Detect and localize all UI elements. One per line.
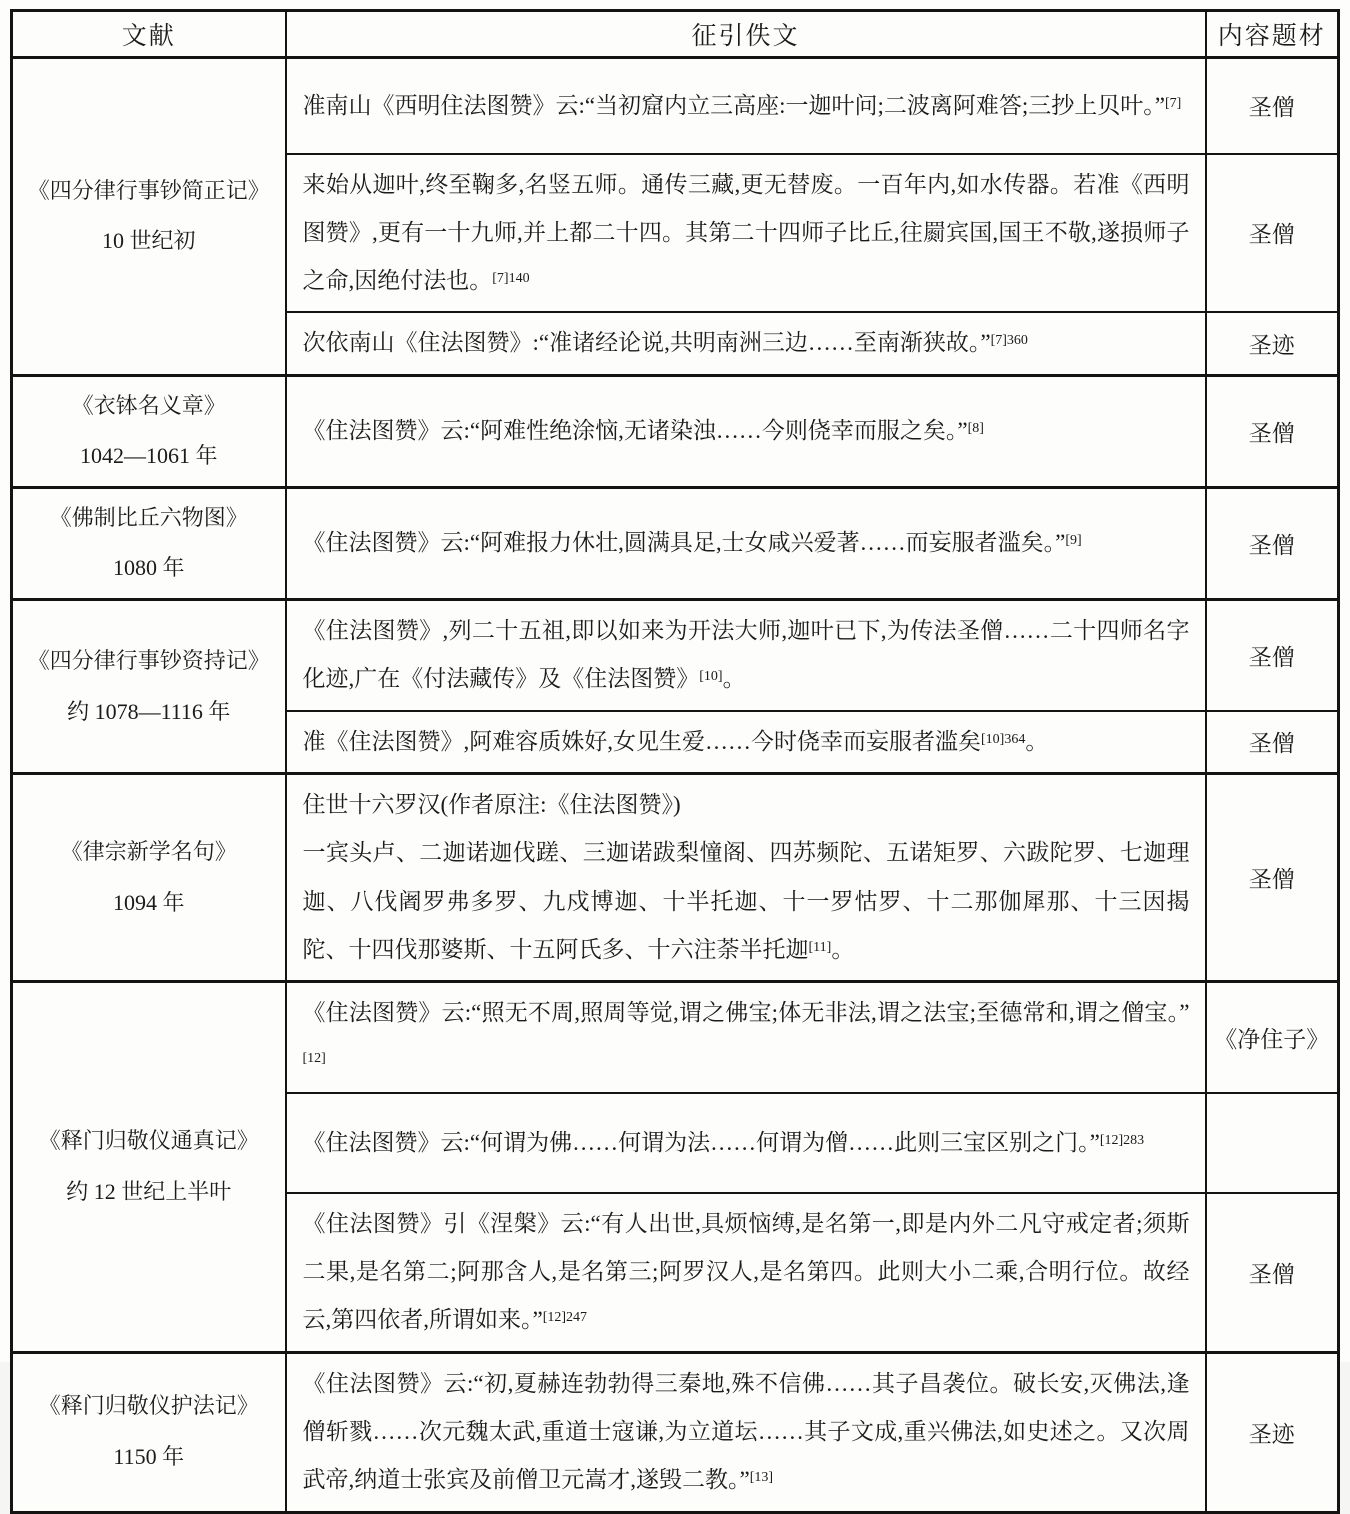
footnote-ref: [9] — [1065, 533, 1082, 549]
table-row — [12, 487, 1339, 599]
footnote-ref: [8] — [967, 421, 984, 437]
citation-cell: 《住法图赞》云:“何谓为佛……何谓为法……何谓为僧……此则三宝区别之门。”$^{[12]283}$ — [286, 1093, 1206, 1193]
header-citation: 征引佚文 — [286, 11, 1206, 58]
theme-cell: 圣僧 — [1206, 773, 1339, 981]
theme-cell: 圣迹 — [1206, 1352, 1339, 1512]
footnote-ref: [13] — [749, 1470, 774, 1486]
footnote-ref: [11] — [808, 939, 832, 955]
doc-title: 《衣钵名义章》 — [71, 392, 226, 418]
doc-date: 10 世纪初 — [101, 228, 196, 254]
theme-cell: 圣僧 — [1206, 711, 1339, 774]
footnote-ref: [7]140 — [492, 271, 530, 287]
header-row — [12, 11, 1339, 58]
footnote-ref: [12]247 — [542, 1310, 588, 1326]
table-row — [12, 58, 1339, 154]
doc-cell — [12, 1352, 286, 1512]
theme-cell: 圣僧 — [1206, 58, 1339, 154]
citation-table — [10, 9, 1340, 1514]
table-row — [12, 600, 1339, 711]
footnote-ref: [7]360 — [990, 333, 1028, 349]
citation-cell: 次依南山《住法图赞》:“准诸经论说,共明南洲三边……至南渐狭故。”$^{[7]360}$ — [286, 312, 1206, 375]
citation-cell: 《住法图赞》云:“阿难性绝涂恼,无诸染浊……今则侥幸而服之矣。”[8] — [286, 375, 1206, 487]
table-row — [12, 1352, 1339, 1512]
doc-title: 《律宗新学名句》 — [60, 838, 237, 864]
citation-cell: 《住法图赞》,列二十五祖,即以如来为开法大师,迦叶已下,为传法圣僧……二十四师名字化迹,广在《付法藏传》及《住法图赞》[10]。 — [286, 600, 1206, 711]
doc-cell — [12, 375, 286, 487]
doc-title: 《释门归敬仪通真记》 — [38, 1128, 259, 1154]
citation-cell: 准《住法图赞》,阿难容质姝好,女见生爱……今时侥幸而妄服者滥矣$^{[10]364}$。 — [286, 711, 1206, 774]
doc-date: 1094 年 — [112, 889, 185, 915]
theme-cell: 《净住子》 — [1206, 982, 1339, 1093]
theme-cell: 圣僧 — [1206, 487, 1339, 599]
doc-cell — [12, 600, 286, 774]
citation-cell: 住世十六罗汉(作者原注:《住法图赞》) 一宾头卢、二迦诺迦伐蹉、三迦诺跋梨憧阁、四苏频陀、五诺矩罗、六跋陀罗、七迦理迦、八伐阇罗弗多罗、九戍博迦、十半托迦、十一罗怙罗、十二那伽犀那、十三因揭陀、十四伐那婆斯、十五阿氏多、十六注荼半托迦[11]。 — [286, 773, 1206, 981]
doc-cell — [12, 982, 286, 1352]
theme-cell: 圣僧 — [1206, 154, 1339, 313]
theme-cell: 圣僧 — [1206, 1193, 1339, 1352]
doc-date: 约 1078—1116 年 — [67, 698, 231, 724]
doc-title: 《释门归敬仪护法记》 — [38, 1393, 259, 1419]
doc-cell — [12, 773, 286, 981]
doc-title: 《四分律行事钞简正记》 — [27, 177, 270, 203]
citation-cell: 来始从迦叶,终至鞠多,名竖五师。通传三藏,更无替废。一百年内,如水传器。若准《西明图赞》,更有一十九师,并上都二十四。其第二十四师子比丘,往罽宾国,国王不敬,遂损师子之命,因绝付法也。$^{[7]140}$ — [286, 154, 1206, 313]
table-row — [12, 982, 1339, 1093]
footnote-ref: [7] — [1164, 95, 1182, 111]
header-literature: 文献 — [12, 11, 286, 58]
doc-cell — [12, 487, 286, 599]
doc-date: 1150 年 — [113, 1444, 185, 1470]
citation-cell: 准南山《西明住法图赞》云:“当初窟内立三高座:一迦叶问;二波离阿难答;三抄上贝叶。”[7] — [286, 58, 1206, 154]
doc-title: 《佛制比丘六物图》 — [49, 504, 248, 530]
table-row — [12, 375, 1339, 487]
citation-cell: 《住法图赞》云:“初,夏赫连勃勃得三秦地,殊不信佛……其子昌袭位。破长安,灭佛法,逢僧斩戮……次元魏太武,重道士寇谦,为立道坛……其子文成,重兴佛法,如史述之。又次周武帝,纳道士张宾及前僧卫元嵩才,遂毁二教。”[13] — [286, 1352, 1206, 1512]
citation-cell: 《住法图赞》云:“照无不周,照周等觉,谓之佛宝;体无非法,谓之法宝;至德常和,谓之僧宝。”[12] — [286, 982, 1206, 1093]
citation-cell: 《住法图赞》云:“阿难报力休壮,圆满具足,士女咸兴爱著……而妄服者滥矣。”[9] — [286, 487, 1206, 599]
doc-title: 《四分律行事钞资持记》 — [27, 647, 270, 673]
footnote-ref: [10] — [699, 669, 723, 685]
doc-date: 1042—1061 年 — [79, 443, 218, 469]
theme-cell: 圣迹 — [1206, 312, 1339, 375]
doc-date: 约 12 世纪上半叶 — [66, 1178, 232, 1204]
footnote-ref: [10]364 — [981, 731, 1026, 747]
theme-cell: 圣僧 — [1206, 375, 1339, 487]
doc-date: 1080 年 — [112, 555, 185, 581]
footnote-ref: [12]283 — [1099, 1132, 1145, 1148]
theme-cell: 圣僧 — [1206, 600, 1339, 711]
table-row — [12, 773, 1339, 981]
doc-cell — [12, 58, 286, 376]
citation-cell: 《住法图赞》引《涅槃》云:“有人出世,具烦恼缚,是名第一,即是内外二凡守戒定者;须斯二果,是名第二;阿那含人,是名第三;阿罗汉人,是名第四。此则大小二乘,合明行位。故经云,第四依者,所谓如来。”$^{[12]247}$ — [286, 1193, 1206, 1352]
theme-cell — [1206, 1093, 1339, 1193]
footnote-ref: [12] — [302, 1051, 326, 1067]
header-theme: 内容题材 — [1206, 11, 1339, 58]
